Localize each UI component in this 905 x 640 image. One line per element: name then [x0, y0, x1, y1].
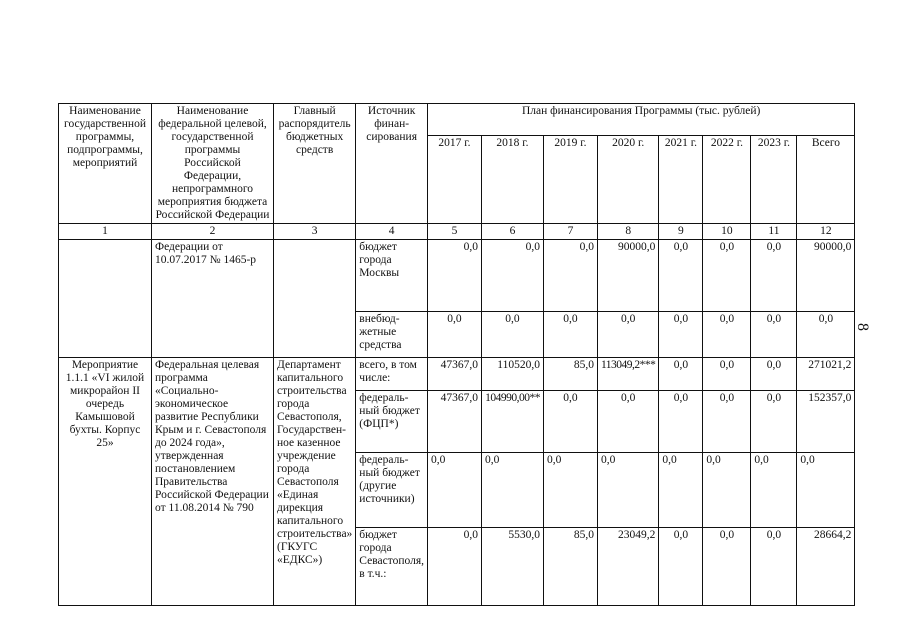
measure-name: Мероприятие 1.1.1 «VI жилой микрорайон II очередь Камышовой бухты. Корпус 25» — [59, 358, 152, 606]
block2-federal-program: Федеральная целевая программа «Социально-экономическое развитие Республики Крым и г. Севастополя до 2024 года», утвержденная постановлением Правительства Российской Федерации от 11.08.2014 № 790 — [152, 358, 274, 606]
value-cell: 110520,0 — [481, 358, 543, 391]
header-federal-program: Наименование федеральной целевой, государственной программы Российской Федерации, непрограммного мероприятия бюджета Российской Федерации — [152, 104, 274, 224]
funding-source: бюджет города Москвы — [356, 240, 428, 312]
page-number: 8 — [854, 323, 871, 331]
header-year: 2017 г. — [427, 136, 481, 224]
value-cell: 28664,2 — [797, 528, 855, 606]
header-year: 2020 г. — [597, 136, 658, 224]
funding-source: федераль-ный бюджет (ФЦП*) — [356, 391, 428, 453]
block1-budget-manager — [274, 240, 356, 358]
column-number: 11 — [751, 224, 797, 240]
value-cell: 271021,2 — [797, 358, 855, 391]
header-year: 2021 г. — [659, 136, 703, 224]
value-cell: 0,0 — [543, 453, 597, 528]
column-number: 8 — [597, 224, 658, 240]
column-number: 9 — [659, 224, 703, 240]
value-cell: 0,0 — [427, 312, 481, 358]
value-cell: 0,0 — [703, 391, 751, 453]
value-cell: 0,0 — [543, 312, 597, 358]
value-cell: 0,0 — [703, 240, 751, 312]
value-cell: 0,0 — [659, 528, 703, 606]
value-cell: 23049,2 — [597, 528, 658, 606]
value-cell: 0,0 — [751, 453, 797, 528]
block1-program-cell — [59, 240, 152, 358]
value-cell: 85,0 — [543, 358, 597, 391]
header-total: Всего — [797, 136, 855, 224]
header-year: 2019 г. — [543, 136, 597, 224]
value-cell: 0,0 — [797, 453, 855, 528]
value-cell: 0,0 — [597, 312, 658, 358]
column-number: 10 — [703, 224, 751, 240]
value-cell: 0,0 — [659, 240, 703, 312]
value-cell: 47367,0 — [427, 391, 481, 453]
value-cell: 0,0 — [659, 358, 703, 391]
value-cell: 0,0 — [543, 391, 597, 453]
column-number: 12 — [797, 224, 855, 240]
block1-federal-program: Федерации от 10.07.2017 № 1465-р — [152, 240, 274, 358]
header-year: 2022 г. — [703, 136, 751, 224]
value-cell: 85,0 — [543, 528, 597, 606]
value-cell: 90000,0 — [597, 240, 658, 312]
value-cell: 0,0 — [481, 240, 543, 312]
column-number: 4 — [356, 224, 428, 240]
value-cell: 5530,0 — [481, 528, 543, 606]
funding-source: бюджет города Севастополя, в т.ч.: — [356, 528, 428, 606]
value-cell: 0,0 — [703, 528, 751, 606]
header-year: 2018 г. — [481, 136, 543, 224]
funding-source: федераль-ный бюджет (другие источники) — [356, 453, 428, 528]
column-number: 5 — [427, 224, 481, 240]
value-cell: 0,0 — [703, 312, 751, 358]
value-cell: 47367,0 — [427, 358, 481, 391]
value-cell: 104990,00** — [481, 391, 543, 453]
column-number: 3 — [274, 224, 356, 240]
column-number: 1 — [59, 224, 152, 240]
value-cell: 0,0 — [703, 358, 751, 391]
value-cell: 0,0 — [543, 240, 597, 312]
funding-source: всего, в том числе: — [356, 358, 428, 391]
value-cell: 0,0 — [703, 453, 751, 528]
value-cell: 0,0 — [427, 528, 481, 606]
header-budget-manager: Главный распорядитель бюджетных средств — [274, 104, 356, 224]
value-cell: 0,0 — [597, 453, 658, 528]
column-number: 6 — [481, 224, 543, 240]
value-cell: 0,0 — [751, 528, 797, 606]
value-cell: 0,0 — [427, 240, 481, 312]
value-cell: 0,0 — [481, 312, 543, 358]
value-cell: 152357,0 — [797, 391, 855, 453]
header-year: 2023 г. — [751, 136, 797, 224]
value-cell: 0,0 — [659, 312, 703, 358]
value-cell: 113049,2*** — [597, 358, 658, 391]
value-cell: 0,0 — [597, 391, 658, 453]
value-cell: 0,0 — [751, 240, 797, 312]
header-funding-source: Источник финан-сирования — [356, 104, 428, 224]
value-cell: 0,0 — [797, 312, 855, 358]
value-cell: 0,0 — [659, 391, 703, 453]
header-plan-title: План финансирования Программы (тыс. рублей) — [427, 104, 854, 136]
value-cell: 0,0 — [427, 453, 481, 528]
value-cell: 0,0 — [481, 453, 543, 528]
value-cell: 0,0 — [751, 358, 797, 391]
value-cell: 90000,0 — [797, 240, 855, 312]
financing-table — [58, 103, 855, 606]
value-cell: 0,0 — [751, 391, 797, 453]
block2-budget-manager: Департамент капитального строительства города Севастополя, Государствен-ное казенное учреждение города Севастополя «Единая дирекция капитального строительства» (ГКУГС «ЕДКС») — [274, 358, 356, 606]
funding-source: внебюд-жетные средства — [356, 312, 428, 358]
column-number: 7 — [543, 224, 597, 240]
value-cell: 0,0 — [659, 453, 703, 528]
value-cell: 0,0 — [751, 312, 797, 358]
column-number: 2 — [152, 224, 274, 240]
header-program-name: Наименование государственной программы, подпрограммы, мероприятий — [59, 104, 152, 224]
